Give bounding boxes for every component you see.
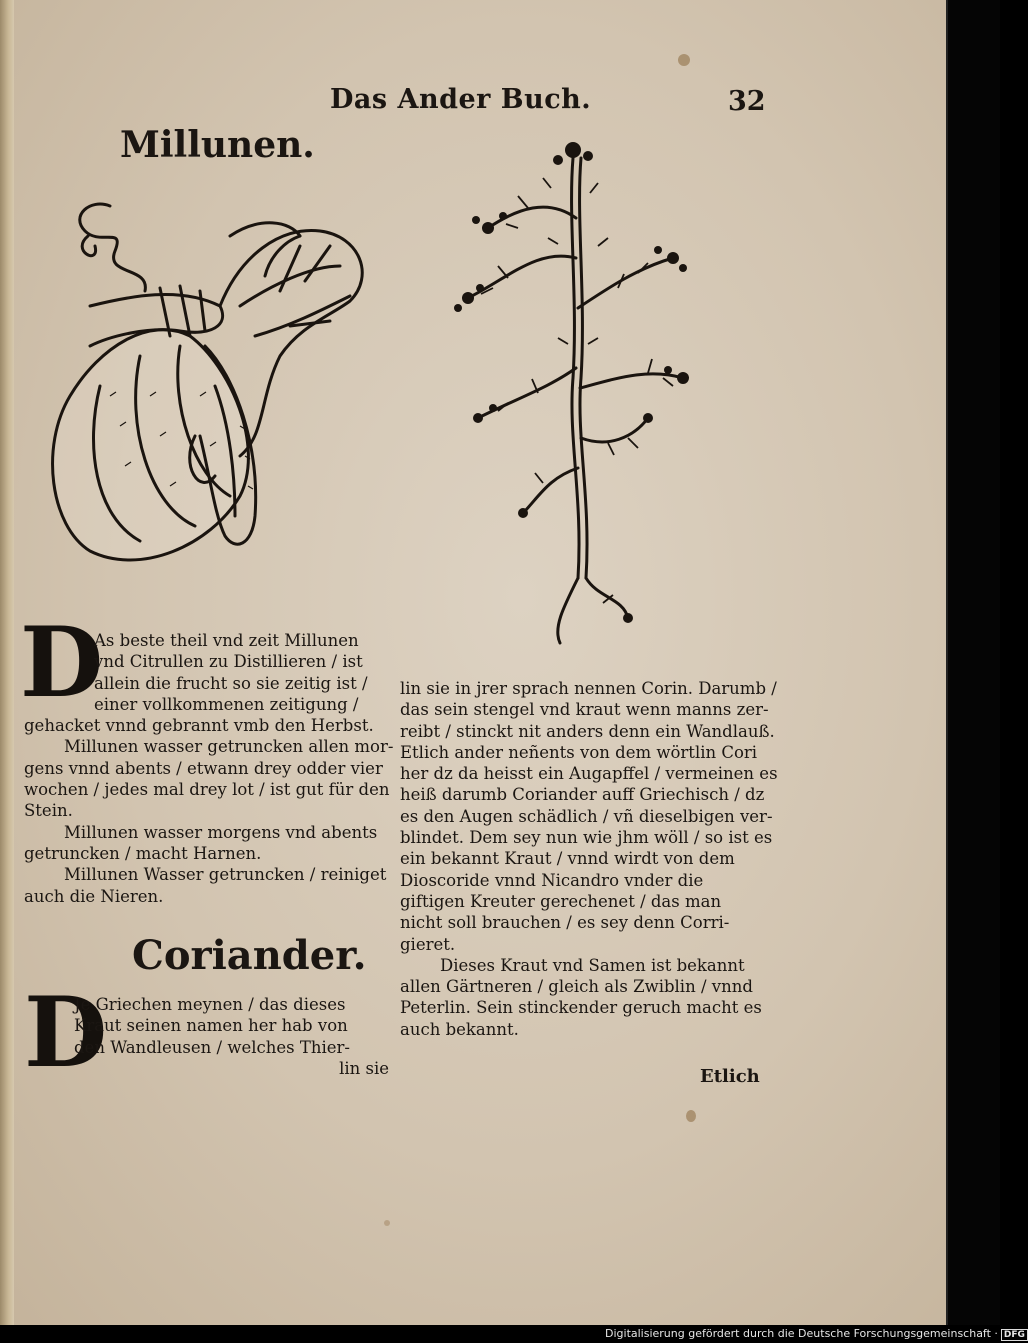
text-line: allein die frucht so sie zeitig ist / [94,673,368,693]
book-spine-edge [0,0,14,1325]
text-line: den Wandleusen / welches Thier- [74,1037,350,1057]
dfg-logo: DFG [1001,1329,1028,1341]
text-line: Dieses Kraut vnd Samen ist bekannt [440,955,745,975]
text-line: einer vollkommenen zeitigung / [94,694,359,714]
text-line: Dioscoride vnnd Nicandro vnder die [400,870,704,890]
text-line: blindet. Dem sey nun wie jhm wöll / so ist es [400,828,773,848]
credit-text: Digitalisierung gefördert durch die Deutsche Forschungsgemeinschaft · [605,1327,998,1340]
text-line: das sein stengel vnd kraut wenn manns zer- [400,700,769,720]
scan-margin-right [948,0,1000,1325]
text-line: getruncken / macht Harnen. [24,843,262,863]
foxing-stain [384,1220,390,1226]
text-line: heiß darumb Coriander auff Griechisch / dz [400,785,765,805]
foxing-stain [678,54,690,66]
coriander-woodcut [448,138,708,648]
text-line: reibt / stinckt nit anders denn ein Wandlauß. [400,721,775,741]
text-line: lin sie [339,1058,389,1078]
drop-cap-coriander: D [24,976,108,1089]
digitization-credit [605,1327,1028,1341]
text-line: gieret. [400,934,456,954]
melon-woodcut [30,196,380,566]
text-line: Peterlin. Sein stinckender geruch macht es [400,998,762,1018]
catchword: Etlich [700,1066,760,1087]
text-line: gehacket vnnd gebrannt vmb den Herbst. [24,716,374,736]
running-header: Das Ander Buch. [330,84,592,115]
text-line: Kraut seinen namen her hab von [74,1016,348,1036]
drop-cap-millunen: D [20,606,104,719]
foxing-stain [686,1110,696,1122]
text-line: Stein. [24,801,73,821]
text-line: auch bekannt. [400,1019,519,1039]
text-line: auch die Nieren. [24,886,164,906]
text-line: vnd Citrullen zu Distillieren / ist [94,652,363,672]
text-line: Je Griechen meynen / das dieses [74,995,346,1014]
page-number: 32 [728,86,766,117]
text-line: gens vnnd abents / etwann drey odder vier [24,758,383,778]
text-line: nicht soll brauchen / es sey denn Corri- [400,913,730,933]
text-line: es den Augen schädlich / vñ dieselbigen ver- [400,806,773,826]
text-line: wochen / jedes mal drey lot / ist gut für den [24,780,390,800]
section-title-millunen: Millunen. [120,124,315,166]
text-line: As beste theil vnd zeit Millunen [94,631,359,650]
text-line: lin sie in jrer sprach nennen Corin. Darumb / [400,679,777,698]
text-line: Etlich ander neñents von dem wörtlin Cori [400,742,758,762]
text-line: Millunen wasser morgens vnd abents [64,822,378,842]
text-column-left-coriander [74,994,389,1079]
text-column-right [400,678,778,1040]
text-line: her dz da heisst ein Augapffel / vermeinen es [400,764,778,784]
text-line: allen Gärtneren / gleich als Zwiblin / vnnd [400,977,753,997]
text-line: ein bekannt Kraut / vnnd wirdt von dem [400,849,735,869]
text-line: giftigen Kreuter gerechenet / das man [400,891,722,911]
text-column-left-millunen [24,630,394,907]
section-title-coriander: Coriander. [132,932,367,979]
text-line: Millunen Wasser getruncken / reiniget [64,865,387,885]
text-line: Millunen wasser getruncken allen mor- [64,737,394,757]
